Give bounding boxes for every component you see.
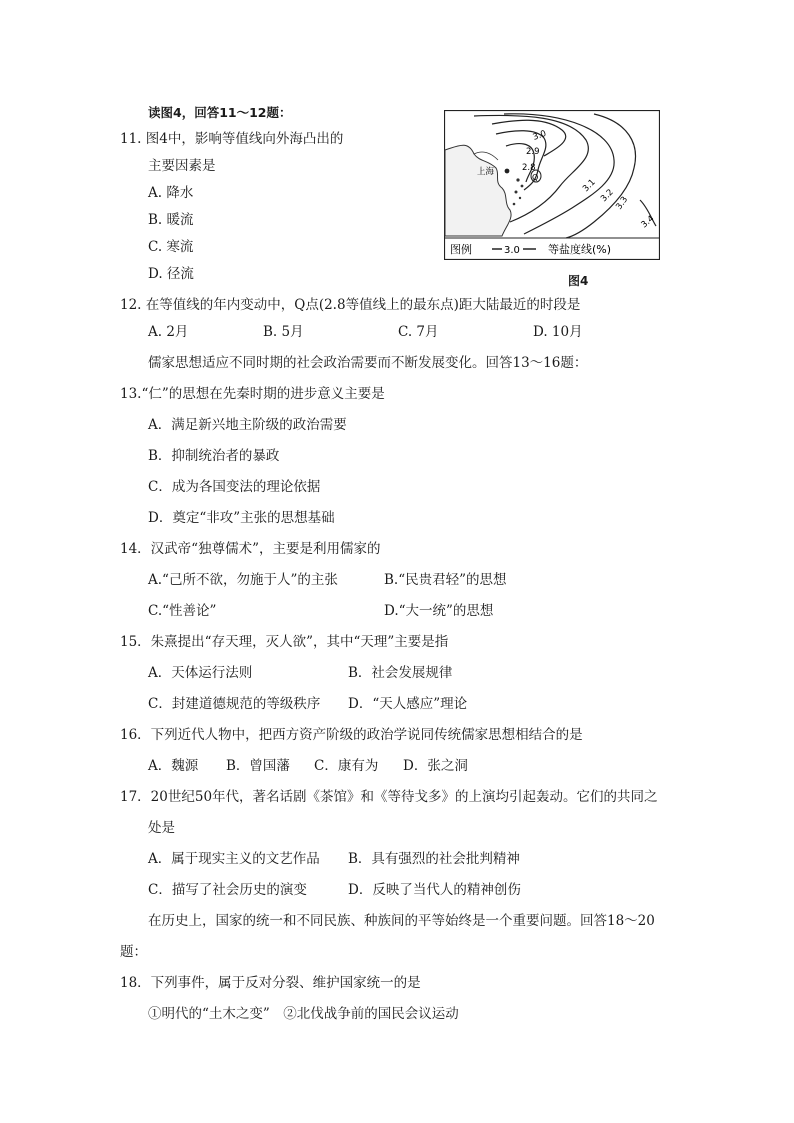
q12-option-b: B. 5月	[263, 324, 304, 340]
iso-label: 3.2	[599, 187, 616, 205]
q14-option-d: D.“大一统”的思想	[384, 603, 494, 619]
q11-option-b: B. 暖流	[148, 212, 194, 228]
iso-label: 3.1	[581, 177, 598, 195]
iso-label: 3.4	[639, 213, 657, 231]
q13-option-b: B．抑制统治者的暴政	[148, 448, 280, 464]
q18-stem: 18．下列事件，属于反对分裂、维护国家统一的是	[120, 975, 421, 991]
q13-option-a: A．满足新兴地主阶级的政治需要	[148, 417, 347, 433]
legend-text: 等盐度线(%)	[548, 243, 612, 256]
q16-option-d: D．张之洞	[403, 758, 468, 774]
q16-option-b: B．曾国藩	[226, 758, 290, 774]
legend-title: 图例	[450, 243, 472, 256]
island	[513, 203, 516, 206]
q12-option-d: D. 10月	[533, 324, 583, 340]
q15-option-d: D．“天人感应”理论	[348, 696, 468, 712]
figure-intro: 读图4，回答11～12题：	[148, 105, 292, 120]
q15-stem: 15．朱熹提出“存天理，灭人欲”，其中“天理”主要是指	[120, 634, 449, 650]
q17-option-a: A．属于现实主义的文艺作品	[148, 851, 320, 867]
island	[521, 185, 524, 188]
q16-option-c: C．康有为	[314, 758, 379, 774]
iso-label: 2.8	[522, 163, 536, 173]
q16-option-a: A．魏源	[148, 758, 199, 774]
q14-stem: 14．汉武帝“独尊儒术”，主要是利用儒家的	[120, 541, 381, 557]
q11-option-a: A. 降水	[148, 185, 194, 201]
intro-13-16: 儒家思想适应不同时期的社会政治需要而不断发展变化。回答13～16题：	[148, 355, 588, 371]
q14-option-a: A.“己所不欲，勿施于人”的主张	[148, 572, 338, 588]
q15-option-c: C．封建道德规范的等级秩序	[148, 696, 321, 712]
q15-option-a: A．天体运行法则	[148, 665, 253, 681]
q15-option-b: B．社会发展规律	[348, 665, 453, 681]
q17-stem: 17．20世纪50年代，著名话剧《茶馆》和《等待戈多》的上演均引起轰动。它们的共同之	[120, 789, 658, 805]
q11-stem: 11. 图4中，影响等值线向外海凸出的	[120, 131, 344, 147]
q17-option-d: D．反映了当代人的精神创伤	[348, 882, 521, 898]
city-label: 上海	[477, 167, 495, 177]
q12-option-a: A. 2月	[148, 324, 189, 340]
q17-option-c: C．描写了社会历史的演变	[148, 882, 307, 898]
legend-sample-value: 3.0	[504, 245, 520, 256]
figure-caption: 图4	[568, 274, 589, 288]
q12-stem: 12. 在等值线的年内变动中，Q点(2.8等值线上的最东点)距大陆最近的时段是	[120, 297, 581, 313]
q17-stem-cont: 处是	[148, 820, 175, 836]
q13-stem: 13.“仁”的思想在先秦时期的进步意义主要是	[120, 386, 385, 402]
q18-items: ①明代的“土木之变” ②北伐战争前的国民会议运动	[148, 1006, 459, 1022]
q11-option-d: D. 径流	[148, 266, 194, 282]
iso-label: 2.9	[526, 147, 540, 157]
island	[519, 197, 521, 199]
point-q-label: Q	[532, 173, 539, 182]
q11-option-c: C. 寒流	[148, 239, 194, 255]
intro-18-20: 在历史上，国家的统一和不同民族、种族间的平等始终是一个重要问题。回答18～20	[148, 913, 655, 929]
salinity-map	[444, 110, 660, 260]
q16-stem: 16．下列近代人物中，把西方资产阶级的政治学说同传统儒家思想相结合的是	[120, 727, 583, 743]
q13-option-c: C．成为各国变法的理论依据	[148, 479, 321, 495]
island	[516, 178, 519, 181]
iso-label: 3.3	[614, 194, 631, 212]
intro-18-20-cont: 题：	[120, 944, 147, 960]
island	[515, 191, 518, 194]
iso-label: 3.0	[531, 128, 548, 143]
q14-option-b: B.“民贵君轻”的思想	[384, 572, 507, 588]
q17-option-b: B．具有强烈的社会批判精神	[348, 851, 520, 867]
q12-option-c: C. 7月	[398, 324, 439, 340]
q13-option-d: D．奠定“非攻”主张的思想基础	[148, 510, 335, 526]
q11-stem-cont: 主要因素是	[148, 158, 216, 174]
q14-option-c: C.“性善论”	[148, 603, 217, 619]
shanghai-marker	[505, 169, 510, 174]
